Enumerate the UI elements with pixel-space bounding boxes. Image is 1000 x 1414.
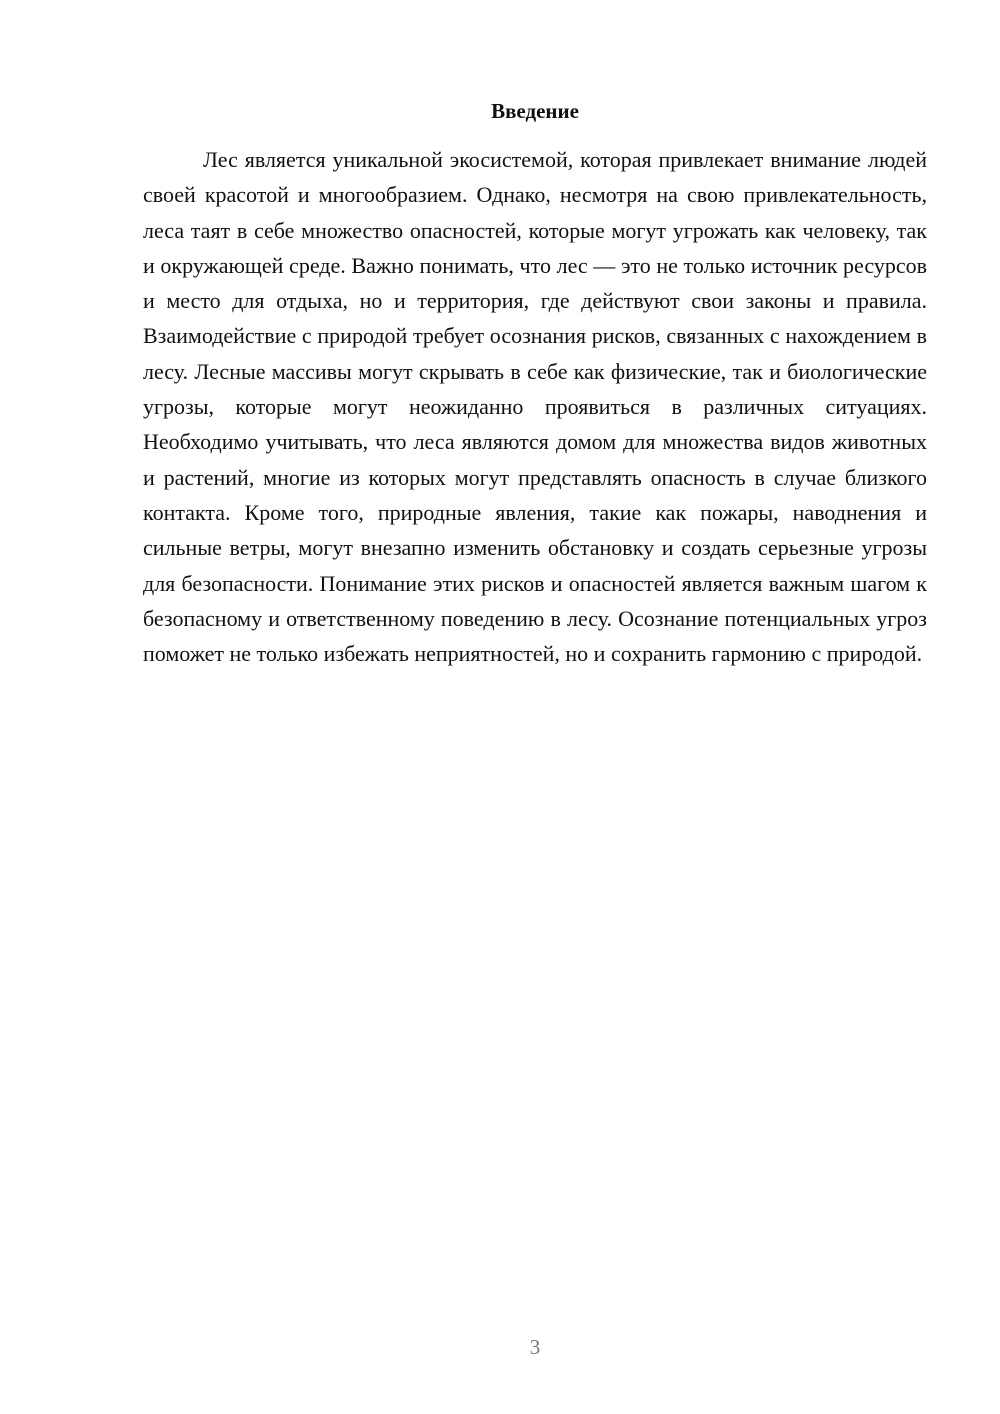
section-heading: Введение xyxy=(491,99,579,123)
body-paragraph: Лес является уникальной экосистемой, которая привлекает внимание людей своей красотой и многообразием. Однако, несмотря на свою привлекательность, леса таят в себе множество опасностей, которые могут угрожать как человеку, так и окружающей среде. Важно понимать, что лес — это не только источник ресурсов и место для отдыха, но и территория, где действуют свои законы и правила. Взаимодействие с природой требует осознания рисков, связанных с нахождением в лесу. Лесные массивы могут скрывать в себе как физические, так и биологические угрозы, которые могут неожиданно проявиться в различных ситуациях. Необходимо учитывать, что леса являются домом для множества видов животных и растений, многие из которых могут представлять опасность в случае близкого контакта. Кроме того, природные явления, такие как пожары, наводнения и сильные ветры, могут внезапно изменить обстановку и создать серьезные угрозы для безопасности. Понимание этих рисков и опасностей является важным шагом к безопасному и ответственному поведению в лесу. Осознание потенциальных угроз поможет не только избежать неприятностей, но и сохранить гармонию с природой. xyxy=(143,147,927,667)
page-number: 3 xyxy=(529,1335,541,1359)
